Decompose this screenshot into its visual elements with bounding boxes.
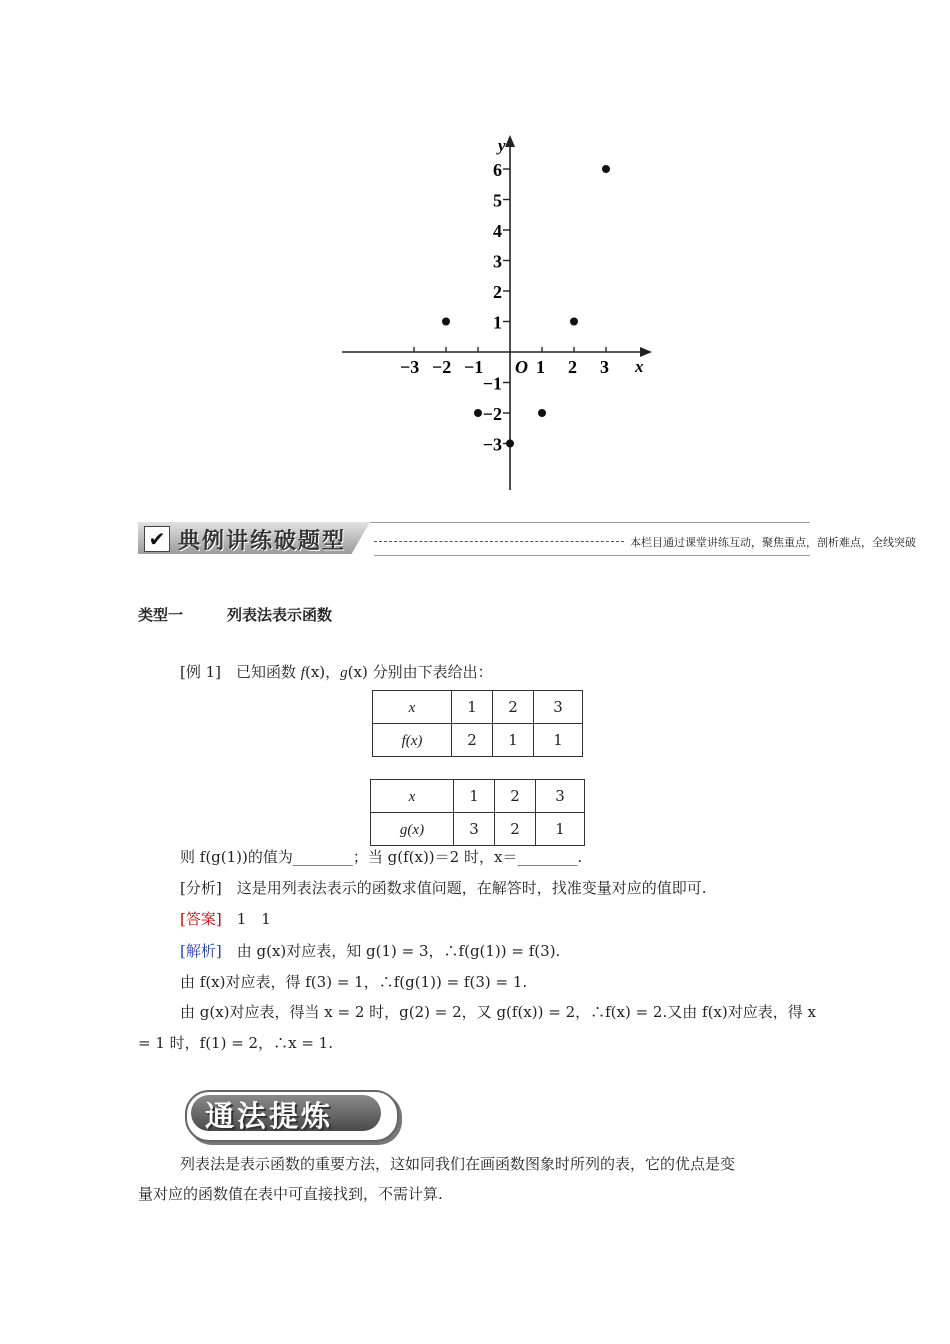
x-axis-label: x bbox=[635, 357, 644, 376]
table-cell: 1 bbox=[493, 724, 534, 757]
method-line-1: 列表法是表示函数的重要方法，这如同我们在画函数图象时所列的表，它的优点是变 bbox=[180, 1155, 736, 1173]
y-tick-label: 5 bbox=[493, 190, 502, 211]
solution-line-1 bbox=[180, 940, 560, 961]
table-cell: f(x) bbox=[401, 732, 423, 749]
analysis-tag: [分析] bbox=[180, 879, 222, 897]
table-cell: 2 bbox=[493, 691, 534, 724]
section-title: 列表法表示函数 bbox=[227, 606, 333, 624]
y-tick-label: 3 bbox=[493, 251, 502, 272]
y-tick-label: 2 bbox=[493, 282, 502, 302]
solution-line-4: = 1 时，f(1) = 2，∴x = 1. bbox=[138, 1034, 333, 1052]
table-cell: x bbox=[408, 788, 416, 805]
section-heading bbox=[138, 604, 332, 625]
data-point bbox=[538, 409, 546, 417]
method-heading bbox=[185, 1090, 395, 1140]
solution-tag: [解析] bbox=[180, 942, 222, 960]
table-cell: 3 bbox=[454, 813, 495, 846]
banner-divider bbox=[374, 541, 624, 542]
data-point bbox=[506, 440, 514, 448]
question-text: 则 f(g(1))的值为________；当 g(f(x))＝2 时，x＝________. bbox=[180, 848, 583, 866]
x-tick-label: 2 bbox=[568, 357, 577, 377]
solution-line-3: 由 g(x)对应表，得当 x = 2 时，g(2) = 2，又 g(f(x)) = 2，∴f(x) = 2.又由 f(x)对应表，得 x bbox=[180, 1003, 816, 1021]
table-f bbox=[372, 690, 583, 757]
y-tick-label: −1 bbox=[482, 373, 502, 394]
banner-description: 本栏目通过课堂讲练互动，聚焦重点，剖析难点，全线突破 bbox=[630, 536, 916, 549]
solution-text: 由 g(x)对应表，知 g(1) = 3，∴f(g(1)) = f(3). bbox=[236, 942, 561, 960]
x-tick-label: −3 bbox=[400, 357, 420, 377]
table-row bbox=[373, 691, 583, 724]
table-cell: 1 bbox=[534, 724, 583, 757]
solution-line-2: 由 f(x)对应表，得 f(3) = 1，∴f(g(1)) = f(3) = 1. bbox=[180, 973, 528, 991]
example-prefix: [例 1] 已知函数 bbox=[180, 663, 301, 681]
x-tick-label: 3 bbox=[600, 357, 609, 377]
checkmark-icon: ✔ bbox=[144, 526, 170, 552]
banner-bottom-rule bbox=[374, 555, 810, 556]
data-point bbox=[602, 165, 610, 173]
section-banner bbox=[138, 522, 916, 558]
answer-text: 1 1 bbox=[236, 910, 271, 928]
y-axis-arrow-icon bbox=[505, 135, 515, 147]
x-tick-label: −2 bbox=[432, 357, 452, 377]
origin-label: O bbox=[515, 357, 528, 377]
section-label: 类型一 bbox=[138, 606, 184, 624]
scatter-graph bbox=[330, 125, 660, 500]
analysis-text: 这是用列表法表示的函数求值问题，在解答时，找准变量对应的值即可. bbox=[236, 879, 707, 897]
x-tick-label: −1 bbox=[464, 357, 484, 377]
y-tick-label: −3 bbox=[482, 434, 502, 455]
x-axis-arrow-icon bbox=[640, 347, 652, 357]
table-row bbox=[373, 724, 583, 757]
table-cell: 1 bbox=[452, 691, 493, 724]
f-arg: (x) bbox=[304, 663, 326, 681]
y-axis-label: y bbox=[498, 136, 506, 155]
separator: ， bbox=[325, 663, 341, 681]
table-g bbox=[370, 779, 585, 846]
answer-line bbox=[180, 908, 271, 929]
method-title: 通法提炼 bbox=[205, 1099, 334, 1133]
data-point bbox=[570, 318, 578, 326]
table-row bbox=[371, 813, 585, 846]
table-cell: 2 bbox=[495, 813, 536, 846]
table-cell: x bbox=[408, 699, 416, 716]
banner-top-rule bbox=[370, 522, 810, 523]
y-tick-label: 1 bbox=[493, 312, 502, 333]
table-cell: 2 bbox=[452, 724, 493, 757]
data-point bbox=[474, 409, 482, 417]
example-suffix: 分别由下表给出： bbox=[367, 663, 493, 681]
banner-title: 典例讲练破题型 bbox=[178, 529, 347, 554]
analysis-line bbox=[180, 877, 707, 898]
table-cell: 1 bbox=[454, 780, 495, 813]
table-cell: 1 bbox=[536, 813, 585, 846]
table-cell: 2 bbox=[495, 780, 536, 813]
table-cell: 3 bbox=[536, 780, 585, 813]
g-arg: (x) bbox=[347, 663, 368, 681]
g-symbol: g bbox=[340, 665, 348, 681]
f-symbol: f bbox=[300, 665, 305, 681]
table-row bbox=[371, 780, 585, 813]
answer-tag: [答案] bbox=[180, 910, 222, 928]
table-cell: g(x) bbox=[399, 821, 425, 838]
y-tick-label: 6 bbox=[493, 160, 502, 180]
table-cell: 3 bbox=[534, 691, 583, 724]
method-line-2: 量对应的函数值在表中可直接找到，不需计算. bbox=[138, 1185, 443, 1203]
x-tick-label: 1 bbox=[536, 357, 545, 377]
data-point bbox=[442, 318, 450, 326]
y-tick-label: 4 bbox=[493, 221, 502, 241]
example-intro bbox=[180, 661, 493, 682]
banner-title-box bbox=[138, 522, 370, 554]
y-tick-label: −2 bbox=[482, 404, 502, 424]
